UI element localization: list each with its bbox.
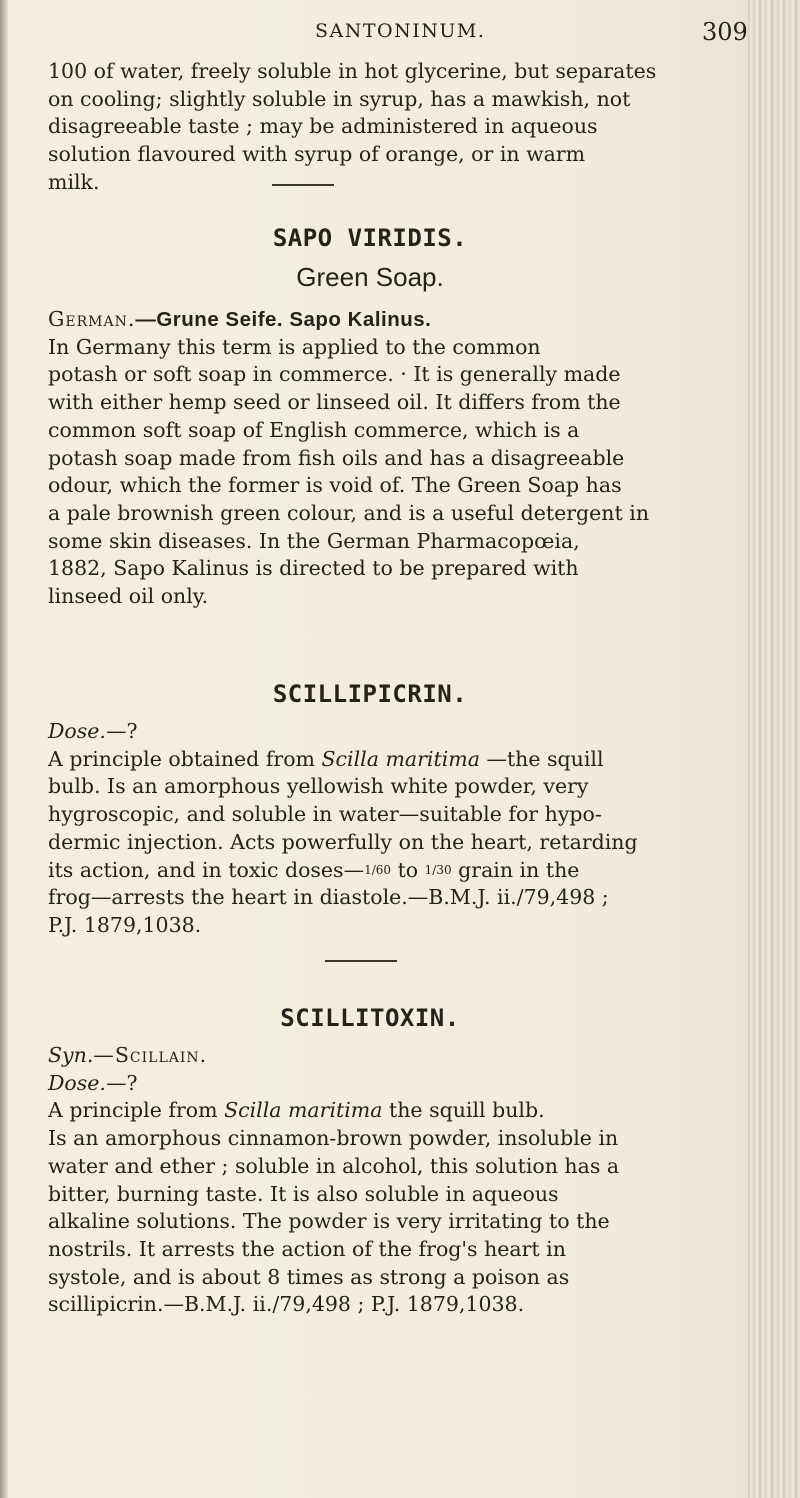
text-line: solution flavoured with syrup of orange, or in warm [48,142,586,167]
synonym-line [48,1042,738,1070]
scillipicrin-heading: SCILLIPICRIN. [272,680,468,708]
section-divider [325,960,397,962]
sapo-viridis-heading: SAPO VIRIDIS. [272,224,468,252]
text-line: potash or soft soap in commerce. · It is generally made [48,362,621,387]
text-line: potash soap made from fish oils and has a disagreeable [48,445,625,470]
running-head: SANTONINUM. [315,20,486,42]
green-soap-subheading: Green Soap. [296,262,444,292]
text-line: dermic injection. Acts powerfully on the heart, retarding [48,829,638,854]
text-fragment: its action, and in toxic doses— [48,857,365,882]
text-fragment: —the squill [479,746,604,771]
german-label: German. [48,307,136,331]
scillitoxin-heading: SCILLITOXIN. [280,1004,460,1032]
german-names-line [48,306,738,334]
german-names: —Grune Seife. Sapo Kalinus. [135,308,432,331]
fraction: 1/30 [424,862,452,877]
text-fragment: the squill bulb. [382,1098,545,1123]
toxic-dose-line [48,857,738,885]
dose-line [48,1070,738,1098]
text-line: hygroscopic, and soluble in water—suitable for hypo- [48,802,602,827]
text-line: linseed oil only. [48,584,209,609]
text-fragment: grain in the [451,857,580,882]
dose-label: Dose. [48,1070,106,1095]
text-line: P.J. 1879,1038. [48,912,202,937]
text-line: Is an amorphous cinnamon-brown powder, insoluble in [48,1126,619,1151]
dose-line [48,718,738,746]
page-binding-edge [748,0,800,1498]
text-line: milk. [48,169,100,194]
text-line: on cooling; slightly soluble in syrup, has a mawkish, not [48,86,631,111]
text-line: common soft soap of English commerce, which is a [48,417,580,442]
syn-label: Syn. [48,1043,94,1067]
santoninum-continuation [48,58,738,197]
species-name: Scilla maritima [224,1098,383,1123]
text-line: scillipicrin.—B.M.J. ii./79,498 ; P.J. 1879,1038. [48,1292,525,1317]
scillipicrin-body [48,718,738,940]
text-line: 100 of water, freely soluble in hot glycerine, but separates [48,59,657,83]
text-line [48,1097,738,1125]
text-line: alkaline solutions. The powder is very irritating to the [48,1209,610,1234]
text-line: disagreeable taste ; may be administered in aqueous [48,114,598,139]
page-number: 309 [702,18,748,46]
text-line: some skin diseases. In the German Pharmacopœia, [48,528,580,553]
text-fragment: A principle from [48,1098,225,1123]
text-line: systole, and is about 8 times as strong a poison as [48,1264,570,1289]
dose-label: Dose. [48,719,106,743]
species-name: Scilla maritima [321,746,480,771]
text-line: with either hemp seed or linseed oil. It differs from the [48,390,621,415]
dose-value: —? [105,1070,138,1095]
text-line: bitter, burning taste. It is also soluble in aqueous [48,1181,559,1206]
dose-value: —? [105,719,138,743]
syn-value: —Scillain. [93,1043,208,1067]
sapo-viridis-body [48,306,738,611]
text-line: odour, which the former is void of. The Green Soap has [48,473,622,498]
fraction: 1/60 [364,862,392,877]
section-divider [272,184,334,186]
text-line: 1882, Sapo Kalinus is directed to be prepared with [48,556,579,581]
text-fragment: to [391,857,425,882]
text-line: a pale brownish green colour, and is a useful detergent in [48,500,650,525]
text-line: In Germany this term is applied to the common [48,334,541,359]
text-fragment: A principle obtained from [48,746,322,771]
text-line [48,746,738,774]
scillitoxin-body [48,1042,738,1319]
text-line: nostrils. It arrests the action of the frog's heart in [48,1236,566,1261]
text-line: water and ether ; soluble in alcohol, this solution has a [48,1153,620,1178]
text-line: frog—arrests the heart in diastole.—B.M.J. ii./79,498 ; [48,885,609,910]
text-line: bulb. Is an amorphous yellowish white powder, very [48,774,589,799]
